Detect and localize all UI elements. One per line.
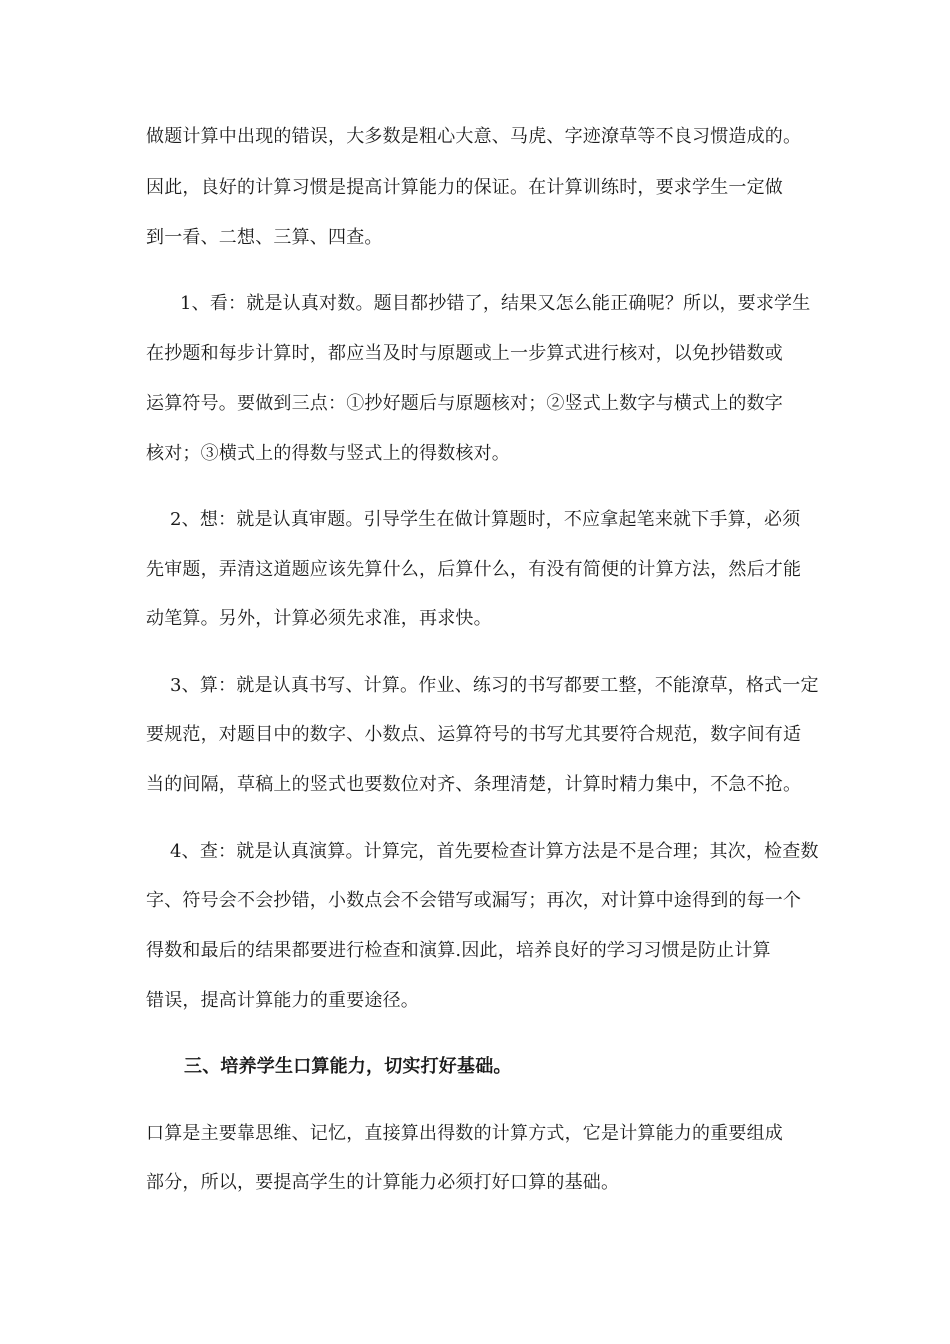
paragraph-1-line-1: 做题计算中出现的错误，大多数是粗心大意、马虎、字迹潦草等不良习惯造成的。 <box>146 126 802 147</box>
paragraph-3-line-1: 2、想：就是认真审题。引导学生在做计算题时，不应拿起笔来就下手算，必须 <box>170 509 801 530</box>
paragraph-7-line-2: 部分，所以，要提高学生的计算能力必须打好口算的基础。 <box>146 1172 620 1193</box>
paragraph-5-line-4: 错误，提高计算能力的重要途径。 <box>146 990 419 1011</box>
paragraph-3-line-3: 动笔算。另外，计算必须先求准，再求快。 <box>146 608 492 629</box>
section-heading: 三、培养学生口算能力，切实打好基础。 <box>184 1056 512 1077</box>
paragraph-2-line-3: 运算符号。要做到三点：①抄好题后与原题核对；②竖式上数字与横式上的数字 <box>146 393 783 414</box>
paragraph-4-line-1: 3、算：就是认真书写、计算。作业、练习的书写都要工整，不能潦草，格式一定 <box>170 675 819 696</box>
paragraph-2-line-4: 核对；③横式上的得数与竖式上的得数核对。 <box>146 443 510 464</box>
paragraph-5-line-3: 得数和最后的结果都要进行检查和演算.因此，培养良好的学习习惯是防止计算 <box>146 940 771 961</box>
paragraph-5-line-2: 字、符号会不会抄错，小数点会不会错写或漏写；再次，对计算中途得到的每一个 <box>146 890 802 911</box>
paragraph-4-line-2: 要规范，对题目中的数字、小数点、运算符号的书写尤其要符合规范，数字间有适 <box>146 724 802 745</box>
paragraph-1-line-3: 到一看、二想、三算、四查。 <box>146 227 383 248</box>
paragraph-4-line-3: 当的间隔，草稿上的竖式也要数位对齐、条理清楚，计算时精力集中，不急不抢。 <box>146 774 802 795</box>
paragraph-2-line-2: 在抄题和每步计算时，都应当及时与原题或上一步算式进行核对，以免抄错数或 <box>146 343 783 364</box>
paragraph-5-line-1: 4、查：就是认真演算。计算完，首先要检查计算方法是不是合理；其次，检查数 <box>170 841 819 862</box>
paragraph-2-line-1: 1、看：就是认真对数。题目都抄错了，结果又怎么能正确呢？所以，要求学生 <box>180 293 811 314</box>
paragraph-7-line-1: 口算是主要靠思维、记忆，直接算出得数的计算方式，它是计算能力的重要组成 <box>146 1123 783 1144</box>
paragraph-1-line-2: 因此，良好的计算习惯是提高计算能力的保证。在计算训练时，要求学生一定做 <box>146 177 783 198</box>
paragraph-3-line-2: 先审题，弄清这道题应该先算什么，后算什么，有没有简便的计算方法，然后才能 <box>146 559 802 580</box>
